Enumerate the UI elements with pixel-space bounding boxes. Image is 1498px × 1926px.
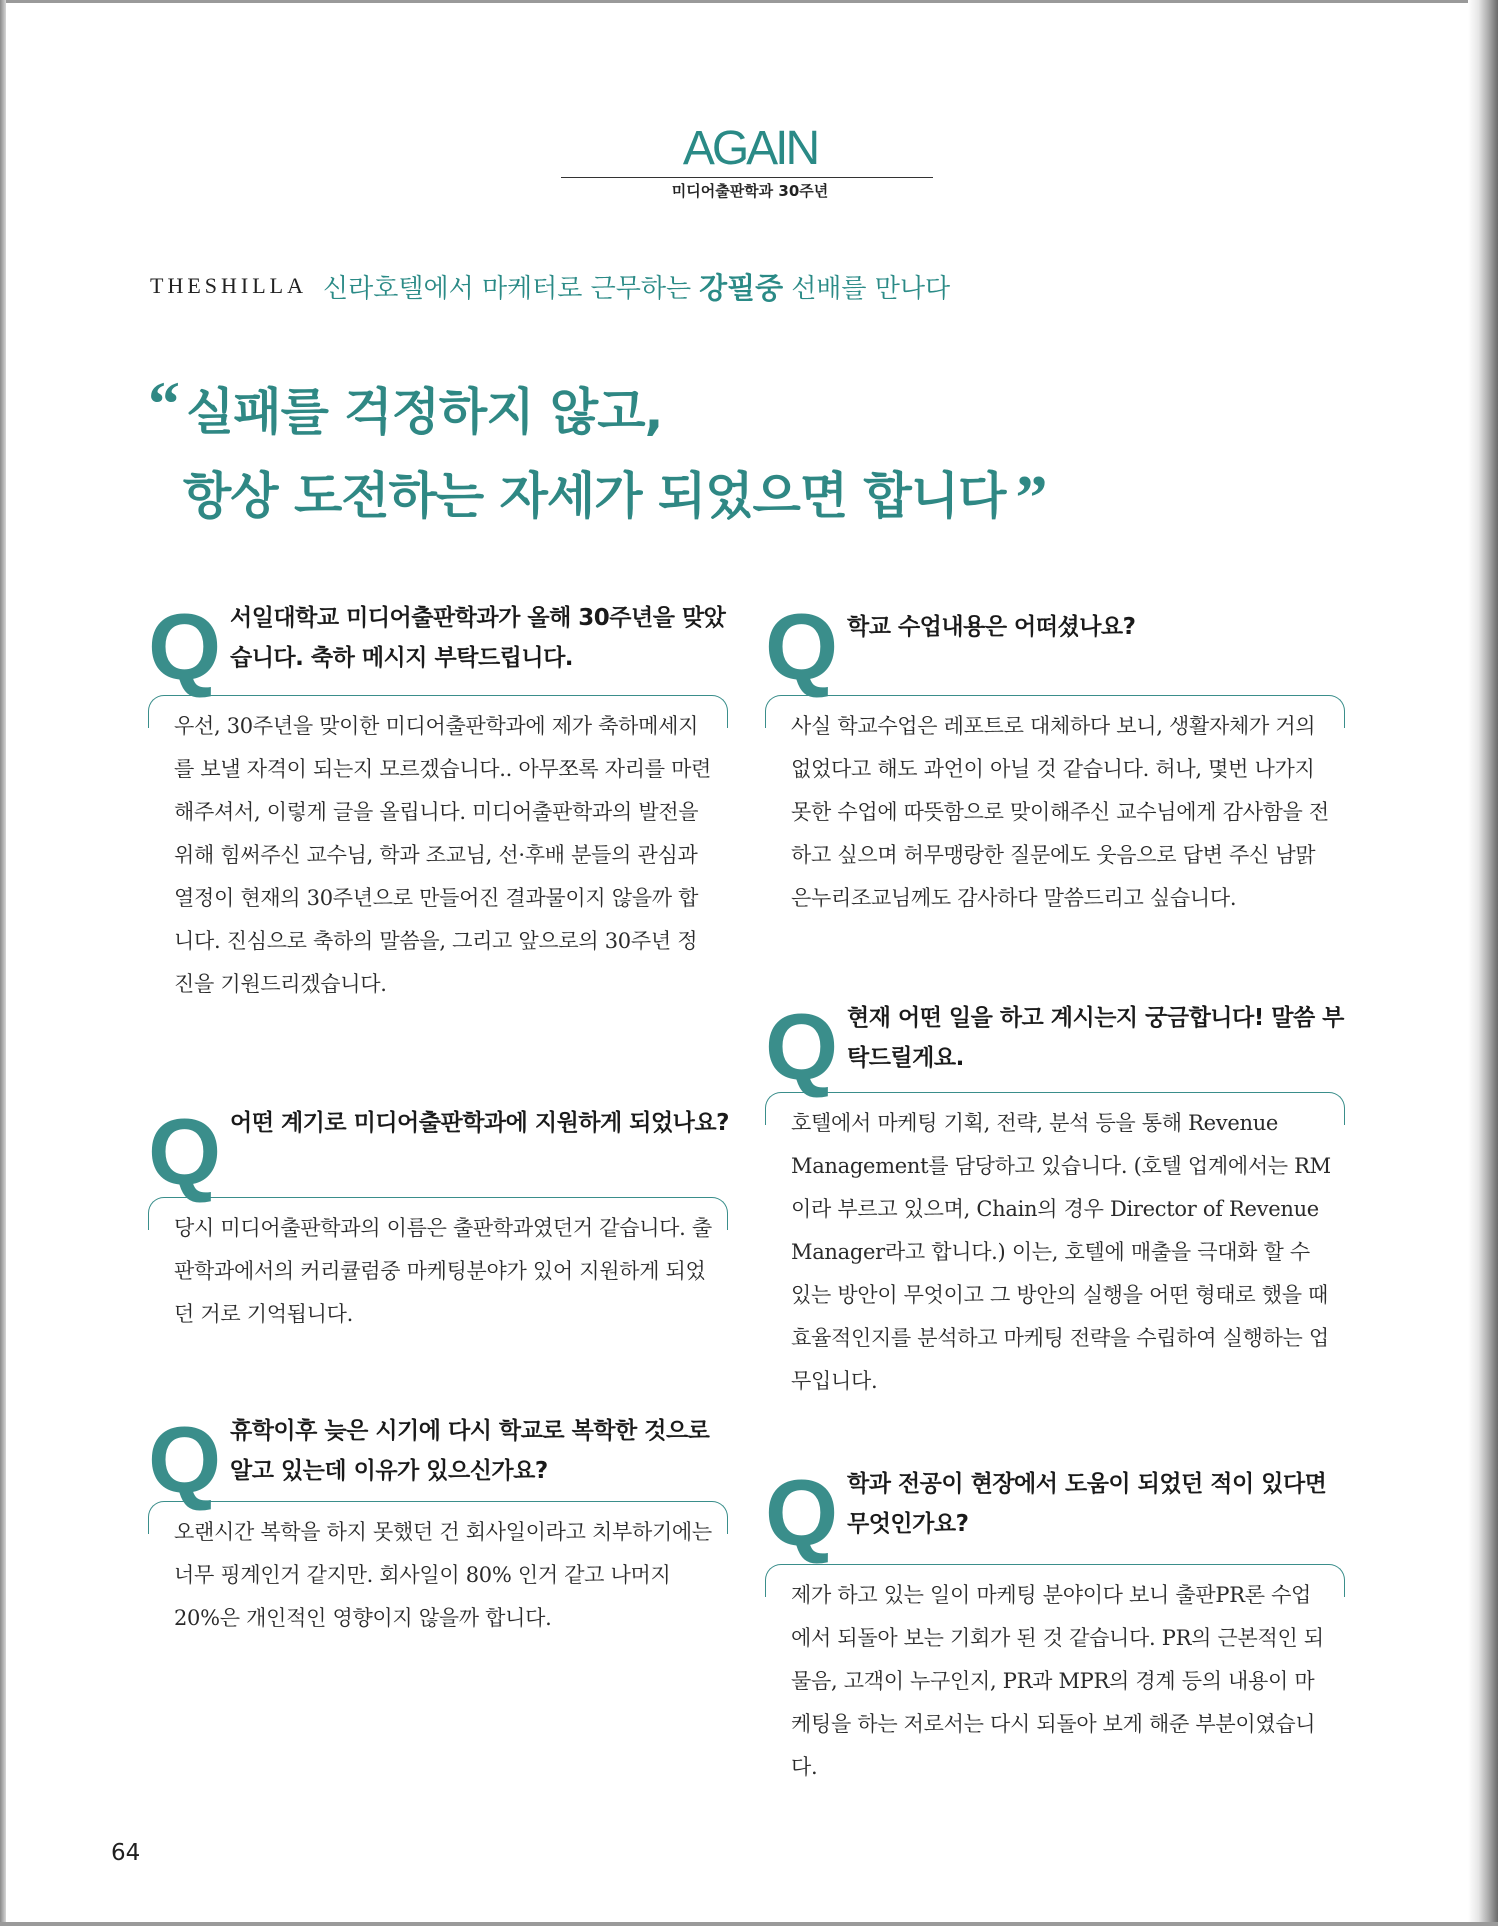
answer-text: 사실 학교수업은 레포트로 대체하다 보니, 생활자체가 거의 없었다고 해도 과언이 아닐 것 같습니다. 허나, 몇번 나가지 못한 수업에 따뜻함으로 맞이해주신 교수님에게 감사함을 전하고 싶으며 허무맹랑한 질문에도 웃음으로 답변 주신 남맑은누리조교님께도 감사하다 말씀드리고 싶습니다. <box>791 714 1329 910</box>
question-text: 학교 수업내용은 어떠셨나요? <box>847 614 1136 640</box>
q-marker: Q <box>148 594 222 699</box>
answer-text: 오랜시간 복학을 하지 못했던 건 회사일이라고 치부하기에는 너무 핑계인거 같지만. 회사일이 80% 인거 같고 나머지 20%은 개인적인 영향이지 않을까 합니다. <box>174 1520 712 1630</box>
answer-text: 호텔에서 마케팅 기획, 전략, 분석 등을 통해 Revenue Management를 담당하고 있습니다. (호텔 업계에서는 RM 이라 부르고 있으며, Chain의 경우 Director of Revenue Manager라고 합니다.) 이는, 호텔에 매출을 극대화 할 수 있는 방안이 무엇이고 그 방안의 실행을 어떤 형태로 했을 때 효율적인지를 분석하고 마케팅 전략을 수립하여 실행하는 업무입니다. <box>791 1111 1331 1393</box>
headline-line-1: 실패를 걱정하지 않고, <box>186 383 663 441</box>
question-text: 현재 어떤 일을 하고 계시는지 궁금합니다! 말씀 부탁드릴게요. <box>847 1005 1344 1071</box>
open-quote-mark: “ <box>148 368 179 439</box>
page-bottom-edge <box>0 1922 1498 1926</box>
the-shilla-brand: THESHILLA <box>150 273 307 298</box>
q-marker: Q <box>765 594 839 699</box>
question-text: 서일대학교 미디어출판학과가 올해 30주년을 맞았습니다. 축하 메시지 부탁드립니다. <box>230 605 726 671</box>
question-text: 휴학이후 늦은 시기에 다시 학교로 복학한 것으로 알고 있는데 이유가 있으신가요? <box>230 1418 710 1484</box>
q-marker: Q <box>765 994 839 1099</box>
question-text: 학과 전공이 현장에서 도움이 되었던 적이 있다면 무엇인가요? <box>847 1471 1327 1537</box>
intro-text-1: 신라호텔에서 마케터로 근무하는 <box>322 273 692 304</box>
q-marker: Q <box>765 1460 839 1565</box>
logo-divider <box>561 177 933 178</box>
q-marker: Q <box>148 1407 222 1512</box>
intro-line <box>150 266 950 306</box>
again-logo: AGAIN <box>682 122 818 175</box>
page-number: 64 <box>111 1840 141 1866</box>
logo-subtitle: 미디어출판학과 30주년 <box>671 182 829 200</box>
interviewee-name: 강필중 <box>699 270 784 305</box>
answer-text: 제가 하고 있는 일이 마케팅 분야이다 보니 출판PR론 수업에서 되돌아 보는 기회가 된 것 같습니다. PR의 근본적인 되물음, 고객이 누구인지, PR과 MPR의 경계 등의 내용이 마케팅을 하는 저로서는 다시 되돌아 보게 해준 부분이였습니다. <box>791 1583 1324 1779</box>
page-curl-shadow <box>1468 0 1498 1926</box>
close-quote-mark: ” <box>1015 462 1047 533</box>
headline-line-2: 항상 도전하는 자세가 되었으면 합니다 ” <box>183 462 1047 533</box>
question-text: 어떤 계기로 미디어출판학과에 지원하게 되었나요? <box>230 1110 729 1136</box>
answer-text: 당시 미디어출판학과의 이름은 출판학과였던거 같습니다. 출판학과에서의 커리큘럼중 마케팅분야가 있어 지원하게 되었던 거로 기억됩니다. <box>174 1216 712 1326</box>
intro-text-2: 선배를 만나다 <box>791 273 951 304</box>
q-marker: Q <box>148 1099 222 1204</box>
page-top-edge <box>0 0 1498 3</box>
answer-text: 우선, 30주년을 맞이한 미디어출판학과에 제가 축하메세지를 보낼 자격이 되는지 모르겠습니다.. 아무쪼록 자리를 마련해주셔서, 이렇게 글을 올립니다. 미디어출판학과의 발전을 위해 힘써주신 교수님, 학과 조교님, 선·후배 분들의 관심과 열정이 현재의 30주년으로 만들어진 결과물이지 않을까 합니다. 진심으로 축하의 말씀을, 그리고 앞으로의 30주년 정진을 기원드리겠습니다. <box>174 714 712 996</box>
page-left-edge <box>0 0 6 1926</box>
